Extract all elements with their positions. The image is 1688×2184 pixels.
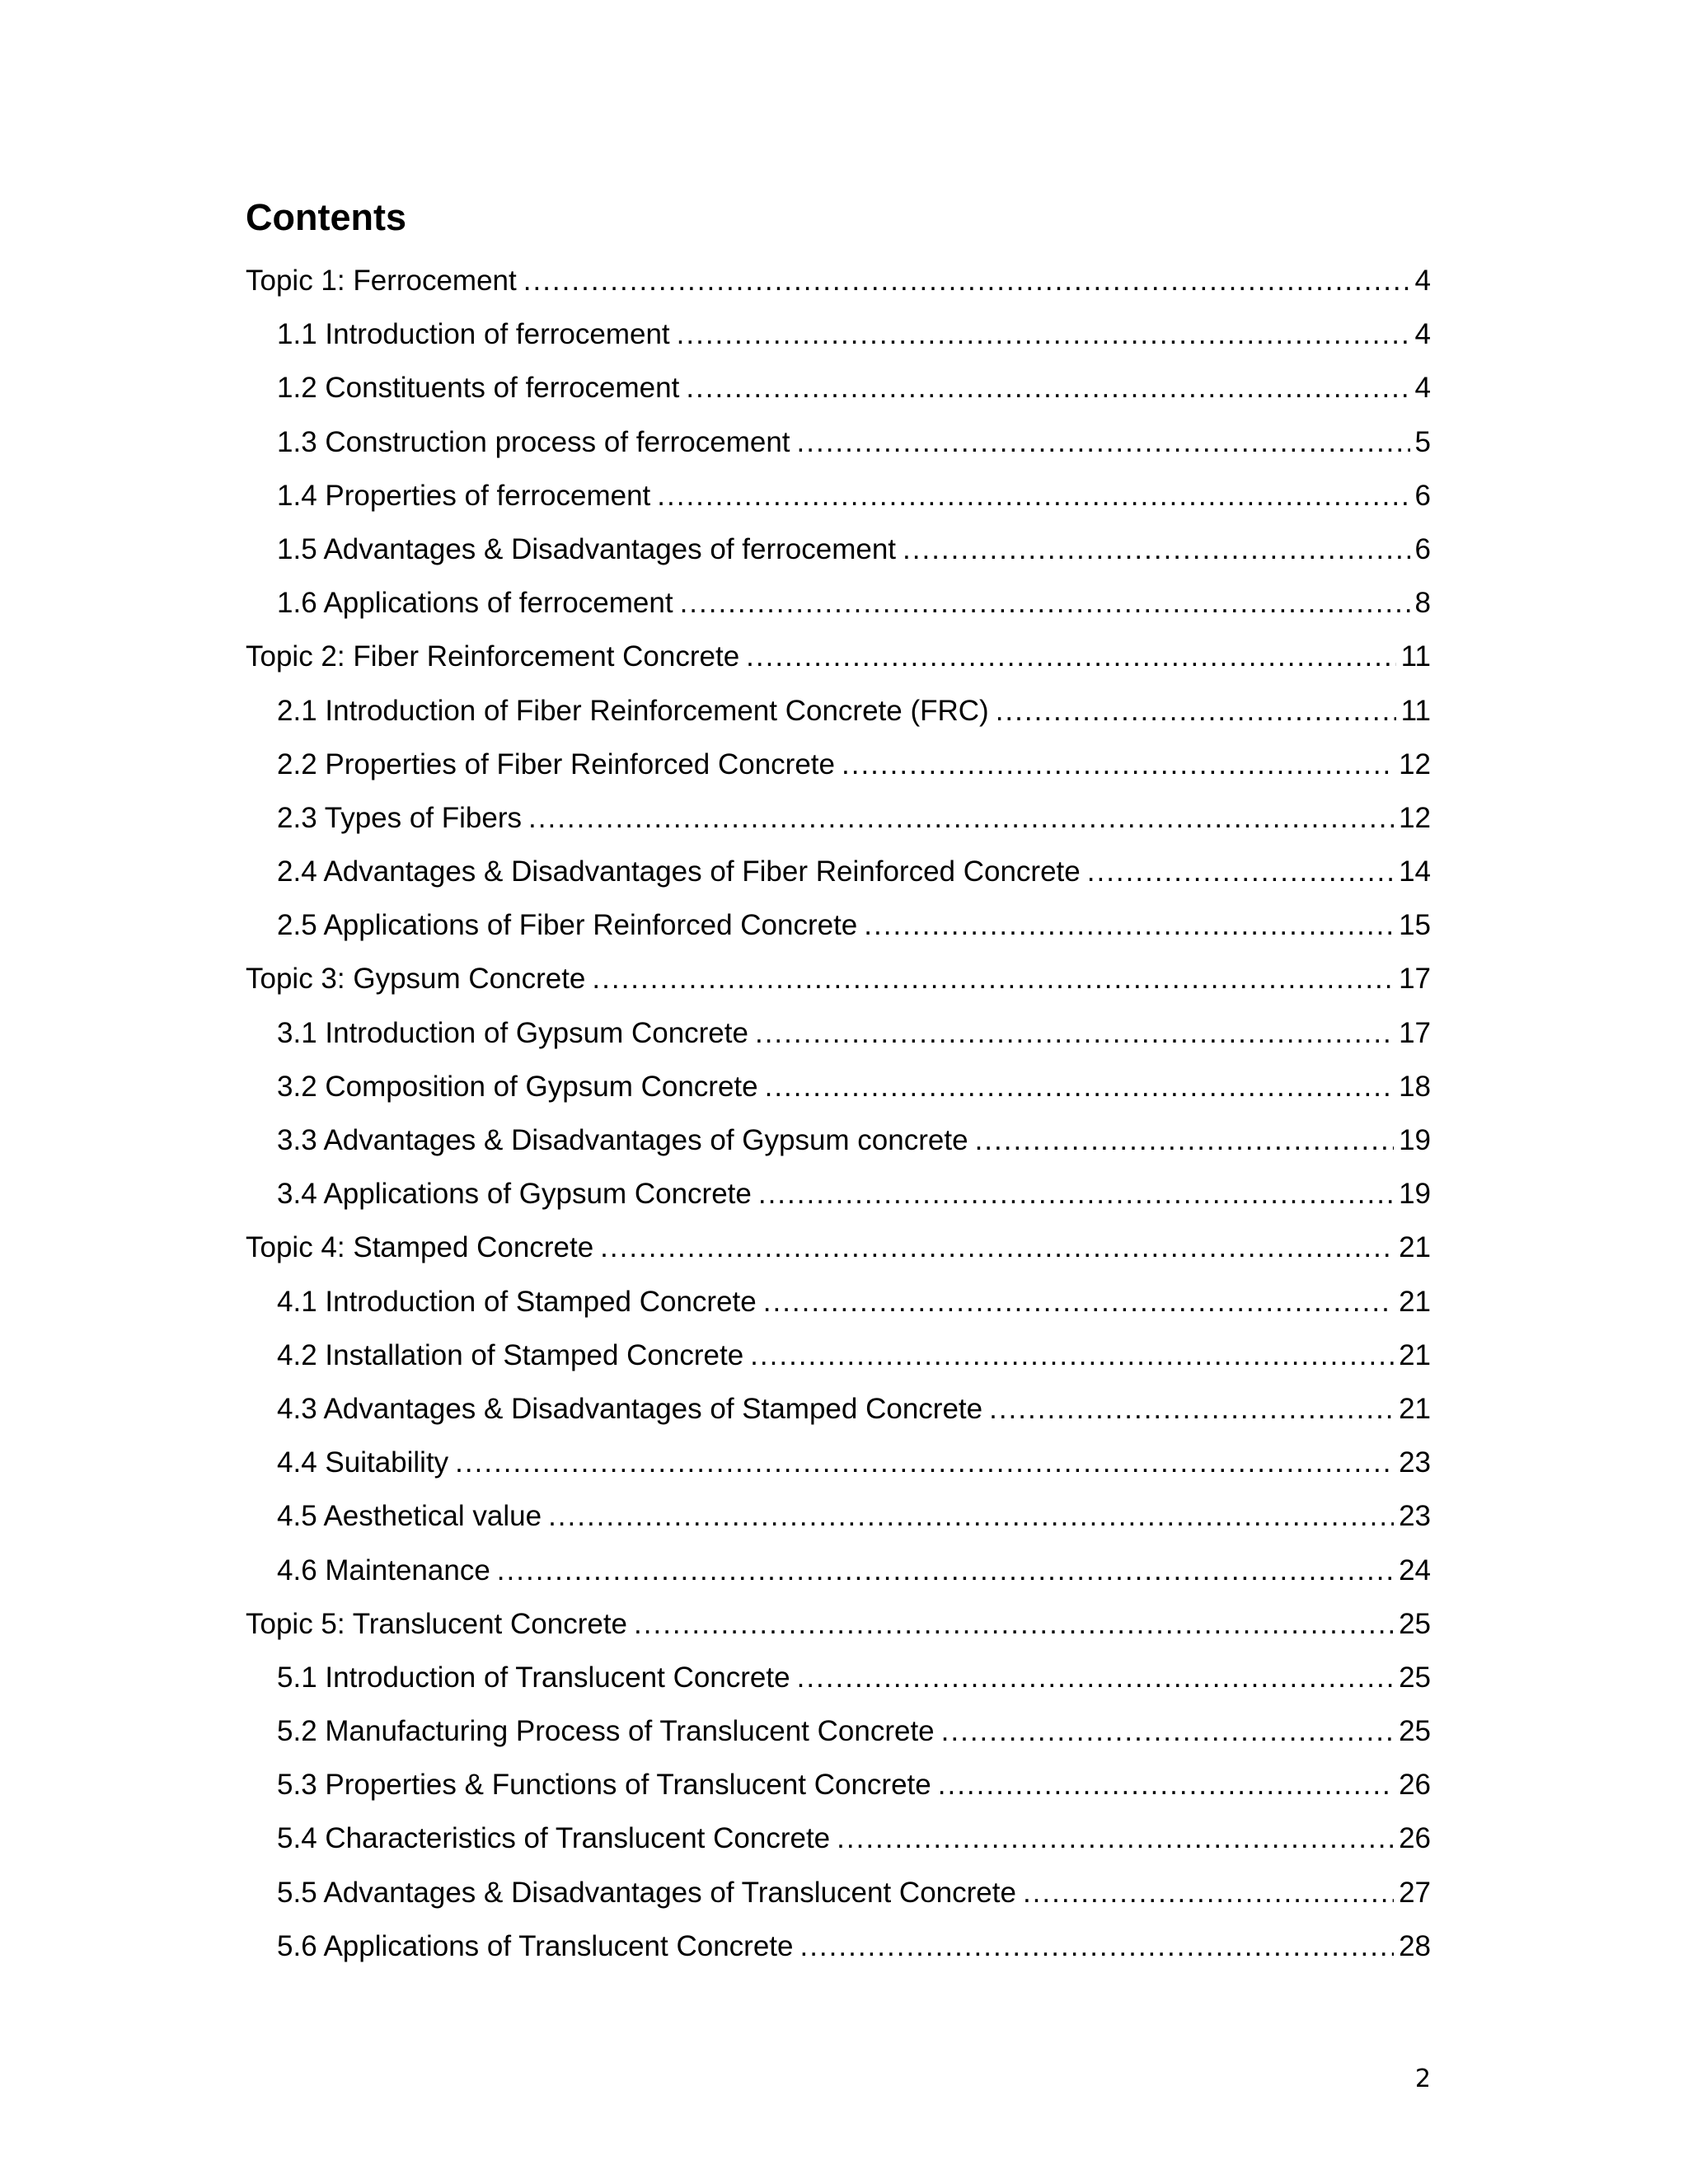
toc-topic-entry[interactable] xyxy=(246,1597,1431,1651)
toc-section-entry[interactable] xyxy=(246,738,1431,791)
toc-dot-leader xyxy=(1087,845,1394,898)
toc-dot-leader xyxy=(634,1597,1394,1651)
toc-dot-leader xyxy=(837,1811,1394,1865)
toc-entry-title: 1.6 Applications of ferrocement xyxy=(277,587,673,620)
toc-section-entry[interactable] xyxy=(246,1811,1431,1865)
toc-dot-leader xyxy=(528,791,1394,845)
toc-entry-title: Topic 1: Ferrocement xyxy=(246,265,517,297)
toc-entry-title: 1.1 Introduction of ferrocement xyxy=(277,318,670,351)
toc-dot-leader xyxy=(797,1651,1394,1704)
toc-dot-leader xyxy=(989,1382,1394,1436)
toc-dot-leader xyxy=(864,898,1394,952)
toc-entry-title: 1.5 Advantages & Disadvantages of ferrocement xyxy=(277,532,897,565)
toc-section-entry[interactable] xyxy=(246,469,1431,523)
toc-section-entry[interactable] xyxy=(246,1006,1431,1060)
toc-dot-leader xyxy=(765,1060,1394,1113)
toc-section-entry[interactable] xyxy=(246,1919,1431,1973)
toc-dot-leader xyxy=(903,523,1410,576)
toc-topic-entry[interactable] xyxy=(246,1221,1431,1274)
toc-dot-leader xyxy=(941,1704,1394,1758)
toc-entry-title: 5.1 Introduction of Translucent Concrete xyxy=(277,1661,790,1694)
toc-entry-title: 1.4 Properties of ferrocement xyxy=(277,479,651,512)
toc-section-entry[interactable] xyxy=(246,1275,1431,1329)
toc-section-entry[interactable] xyxy=(246,1704,1431,1758)
toc-entry-page: 18 xyxy=(1399,1070,1431,1103)
toc-entry-title: 2.5 Applications of Fiber Reinforced Concrete xyxy=(277,909,858,942)
toc-dot-leader xyxy=(758,1167,1394,1221)
toc-entry-page: 4 xyxy=(1414,318,1431,351)
toc-entry-title: Topic 3: Gypsum Concrete xyxy=(246,963,586,996)
toc-entry-page: 15 xyxy=(1399,909,1431,942)
toc-entry-title: 1.3 Construction process of ferrocement xyxy=(277,425,790,458)
toc-entry-title: 5.3 Properties & Functions of Translucent Concrete xyxy=(277,1769,931,1802)
toc-topic-entry[interactable] xyxy=(246,952,1431,1005)
toc-entry-page: 12 xyxy=(1399,748,1431,780)
toc-dot-leader xyxy=(657,469,1409,523)
toc-entry-title: Topic 5: Translucent Concrete xyxy=(246,1607,628,1640)
toc-dot-leader xyxy=(938,1758,1394,1811)
toc-entry-title: 4.1 Introduction of Stamped Concrete xyxy=(277,1285,757,1318)
toc-entry-page: 21 xyxy=(1399,1231,1431,1264)
toc-entry-title: 2.1 Introduction of Fiber Reinforcement Concrete (FRC) xyxy=(277,694,989,727)
toc-entry-page: 23 xyxy=(1399,1446,1431,1479)
toc-entry-page: 27 xyxy=(1399,1876,1431,1909)
toc-section-entry[interactable] xyxy=(246,1489,1431,1543)
toc-section-entry[interactable] xyxy=(246,1866,1431,1919)
toc-dot-leader xyxy=(548,1489,1394,1543)
toc-dot-leader xyxy=(523,254,1410,307)
contents-title: Contents xyxy=(246,196,406,238)
toc-entry-page: 5 xyxy=(1414,425,1431,458)
toc-section-entry[interactable] xyxy=(246,898,1431,952)
toc-section-entry[interactable] xyxy=(246,1113,1431,1167)
toc-entry-page: 4 xyxy=(1414,265,1431,297)
toc-entry-page: 12 xyxy=(1399,801,1431,834)
toc-entry-page: 8 xyxy=(1414,587,1431,620)
toc-entry-title: 2.3 Types of Fibers xyxy=(277,801,523,834)
toc-entry-page: 17 xyxy=(1399,963,1431,996)
toc-entry-title: 4.2 Installation of Stamped Concrete xyxy=(277,1338,744,1371)
toc-section-entry[interactable] xyxy=(246,845,1431,898)
toc-entry-page: 6 xyxy=(1414,479,1431,512)
toc-entry-page: 6 xyxy=(1414,532,1431,565)
toc-entry-title: 3.4 Applications of Gypsum Concrete xyxy=(277,1178,752,1211)
toc-dot-leader xyxy=(455,1436,1394,1489)
toc-entry-page: 26 xyxy=(1399,1822,1431,1855)
toc-entry-page: 26 xyxy=(1399,1769,1431,1802)
toc-dot-leader xyxy=(763,1275,1394,1329)
toc-entry-page: 21 xyxy=(1399,1392,1431,1425)
toc-section-entry[interactable] xyxy=(246,415,1431,469)
toc-section-entry[interactable] xyxy=(246,1382,1431,1436)
toc-entry-title: Topic 2: Fiber Reinforcement Concrete xyxy=(246,640,740,673)
toc-entry-title: 4.4 Suitability xyxy=(277,1446,449,1479)
toc-dot-leader xyxy=(746,630,1396,683)
toc-dot-leader xyxy=(680,576,1410,630)
toc-entry-page: 21 xyxy=(1399,1285,1431,1318)
toc-section-entry[interactable] xyxy=(246,1329,1431,1382)
toc-entry-title: 5.6 Applications of Translucent Concrete xyxy=(277,1929,794,1962)
toc-entry-page: 21 xyxy=(1399,1338,1431,1371)
toc-section-entry[interactable] xyxy=(246,1544,1431,1597)
toc-entry-page: 17 xyxy=(1399,1016,1431,1049)
toc-dot-leader xyxy=(750,1329,1394,1382)
toc-entry-title: 4.5 Aesthetical value xyxy=(277,1500,542,1533)
toc-dot-leader xyxy=(842,738,1394,791)
page-number: 2 xyxy=(1414,2064,1431,2093)
toc-dot-leader xyxy=(975,1113,1395,1167)
toc-entry-title: 3.3 Advantages & Disadvantages of Gypsum concrete xyxy=(277,1124,968,1156)
toc-section-entry[interactable] xyxy=(246,307,1431,361)
toc-dot-leader xyxy=(686,361,1409,415)
toc-section-entry[interactable] xyxy=(246,1758,1431,1811)
toc-entry-page: 11 xyxy=(1400,694,1431,727)
toc-entry-page: 28 xyxy=(1399,1929,1431,1962)
toc-entry-title: 1.2 Constituents of ferrocement xyxy=(277,372,680,405)
toc-entry-page: 19 xyxy=(1399,1124,1431,1156)
toc-section-entry[interactable] xyxy=(246,1436,1431,1489)
toc-dot-leader xyxy=(996,684,1396,738)
toc-entry-title: Topic 4: Stamped Concrete xyxy=(246,1231,594,1264)
toc-dot-leader xyxy=(797,415,1410,469)
toc-section-entry[interactable] xyxy=(246,576,1431,630)
toc-dot-leader xyxy=(755,1006,1394,1060)
toc-entry-page: 19 xyxy=(1399,1178,1431,1211)
toc-entry-page: 25 xyxy=(1399,1715,1431,1748)
toc-topic-entry[interactable] xyxy=(246,254,1431,307)
toc-section-entry[interactable] xyxy=(246,523,1431,576)
toc-entry-page: 11 xyxy=(1400,640,1431,673)
toc-section-entry[interactable] xyxy=(246,791,1431,845)
toc-entry-page: 25 xyxy=(1399,1607,1431,1640)
toc-section-entry[interactable] xyxy=(246,1167,1431,1221)
toc-entry-title: 5.2 Manufacturing Process of Translucent Concrete xyxy=(277,1715,935,1748)
toc-entry-title: 3.1 Introduction of Gypsum Concrete xyxy=(277,1016,748,1049)
toc-entry-title: 2.4 Advantages & Disadvantages of Fiber Reinforced Concrete xyxy=(277,855,1081,888)
toc-entry-page: 4 xyxy=(1414,372,1431,405)
toc-dot-leader xyxy=(799,1919,1394,1973)
toc-dot-leader xyxy=(592,952,1394,1005)
toc-entry-title: 4.6 Maintenance xyxy=(277,1554,490,1586)
toc-section-entry[interactable] xyxy=(246,361,1431,415)
toc-dot-leader xyxy=(1023,1866,1394,1919)
toc-dot-leader xyxy=(497,1544,1394,1597)
toc-entry-title: 5.4 Characteristics of Translucent Concrete xyxy=(277,1822,831,1855)
toc-section-entry[interactable] xyxy=(246,684,1431,738)
toc-entry-title: 4.3 Advantages & Disadvantages of Stamped Concrete xyxy=(277,1392,983,1425)
toc-section-entry[interactable] xyxy=(246,1651,1431,1704)
toc-entry-page: 25 xyxy=(1399,1661,1431,1694)
toc-entry-title: 2.2 Properties of Fiber Reinforced Concrete xyxy=(277,748,835,780)
toc-topic-entry[interactable] xyxy=(246,630,1431,683)
toc-dot-leader xyxy=(677,307,1410,361)
toc-section-entry[interactable] xyxy=(246,1060,1431,1113)
toc-entry-title: 3.2 Composition of Gypsum Concrete xyxy=(277,1070,758,1103)
table-of-contents xyxy=(246,254,1431,1973)
toc-entry-page: 14 xyxy=(1399,855,1431,888)
toc-entry-page: 23 xyxy=(1399,1500,1431,1533)
toc-entry-page: 24 xyxy=(1399,1554,1431,1586)
toc-dot-leader xyxy=(600,1221,1394,1274)
toc-entry-title: 5.5 Advantages & Disadvantages of Translucent Concrete xyxy=(277,1876,1016,1909)
